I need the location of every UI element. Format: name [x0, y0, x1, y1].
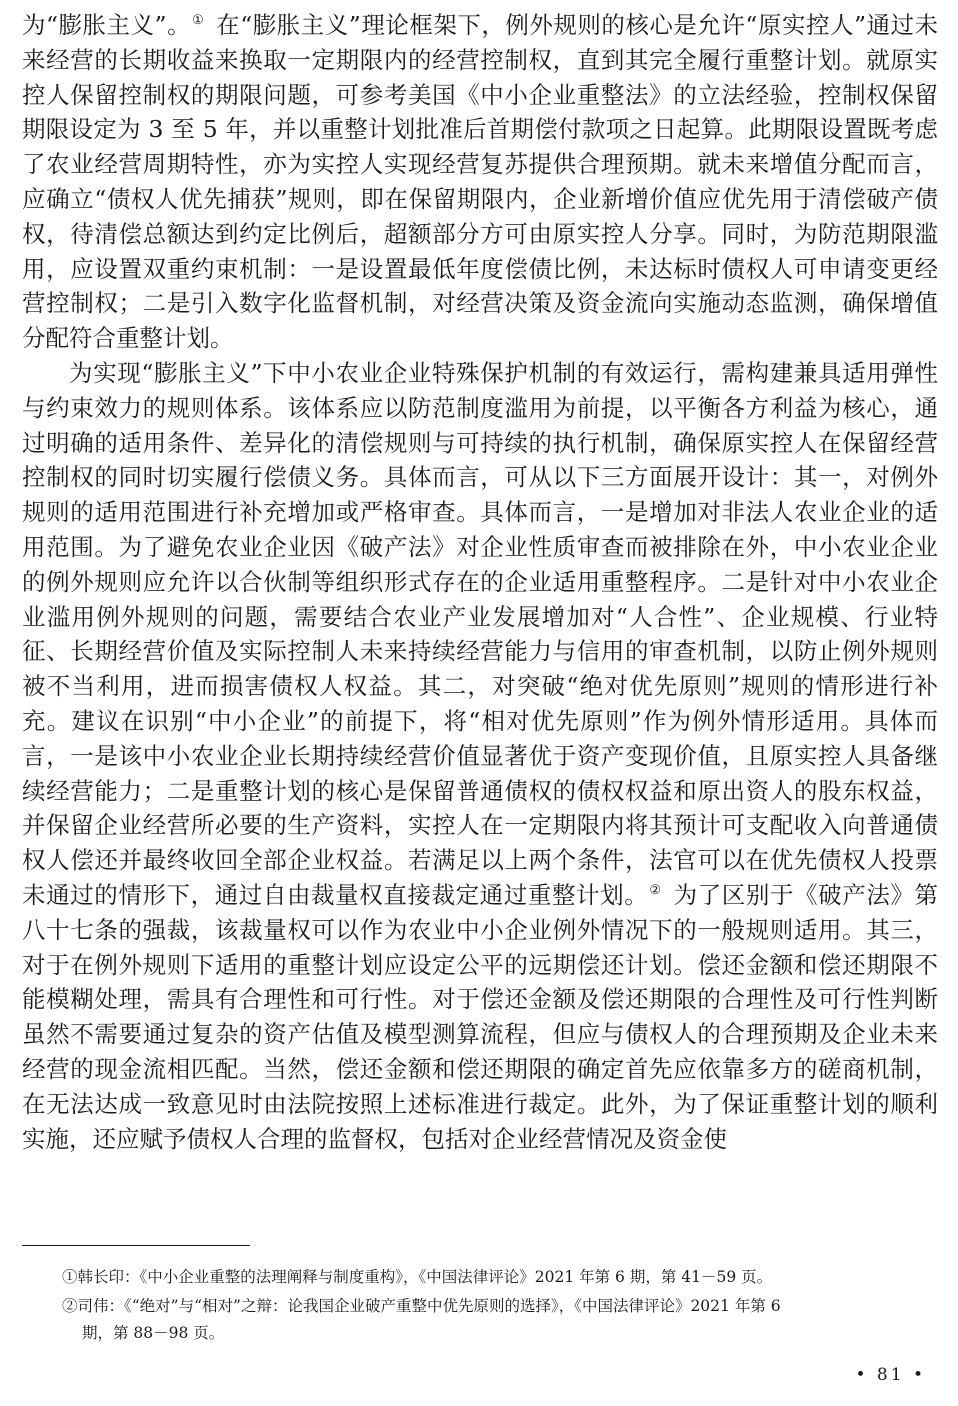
footnote-2: [62, 1293, 938, 1347]
paragraph-2-text-b: 为了区别于《破产法》第八十七条的强裁，该裁量权可以作为农业中小企业例外情况下的一般规则适用。其三，对于在例外规则下适用的重整计划应设定公平的远期偿还计划。偿还金额和偿还期限不能模糊处理，需具有合理性和可行性。对于偿还金额及偿还期限的合理性及可行性判断虽然不需要通过复杂的资产估值及模型测算流程，但应与债权人的合理预期及企业未来经营的现金流相匹配。当然，偿还金额和偿还期限的确定首先应依靠多方的磋商机制，在无法达成一致意见时由法院按照上述标准进行裁定。此外，为了保证重整计划的顺利实施，还应赋予债权人合理的监督权，包括对企业经营情况及资金使: [22, 880, 939, 1153]
paragraph-1: [22, 8, 938, 356]
footnote-1: ①韩长印：《中小企业重整的法理阐释与制度重构》，《中国法律评论》2021 年第 6 期，第 41－59 页。: [62, 1268, 773, 1286]
footnote-ref-1[interactable]: ①: [192, 13, 205, 29]
paragraph-2: [22, 356, 938, 1156]
footnote-divider: [22, 1245, 250, 1246]
body-text: [22, 8, 938, 1156]
paragraph-2-text-a: 为实现“膨胀主义”下中小农业企业特殊保护机制的有效运行，需构建兼具适用弹性与约束效力的规则体系。该体系应以防范制度滥用为前提，以平衡各方利益为核心，通过明确的适用条件、差异化的清偿规则与可持续的执行机制，确保原实控人在保留经营控制权的同时切实履行偿债义务。具体而言，可从以下三方面展开设计：其一，对例外规则的适用范围进行补充增加或严格审查。具体而言，一是增加对非法人农业企业的适用范围。为了避免农业企业因《破产法》对企业性质审查而被排除在外，中小农业企业的例外规则应允许以合伙制等组织形式存在的企业适用重整程序。二是针对中小农业企业滥用例外规则的问题，需要结合农业产业发展增加对“人合性”、企业规模、行业特征、长期经营价值及实际控制人未来持续经营能力与信用的审查机制，以防止例外规则被不当利用，进而损害债权人权益。其二，对突破“绝对优先原则”规则的情形进行补充。建议在识别“中小企业”的前提下，将“相对优先原则”作为例外情形适用。具体而言，一是该中小农业企业长期持续经营价值显著优于资产变现价值，且原实控人具备继续经营能力；二是重整计划的核心是保留普通债权的债权权益和原出资人的股东权益，并保留企业经营所必要的生产资料，实控人在一定期限内将其预计可支配收入向普通债权人偿还并最终收回全部企业权益。若满足以上两个条件，法官可以在优先债权人投票未通过的情形下，通过自由裁量权直接裁定通过重整计划。: [22, 358, 938, 909]
footnote-2-line-2: 期，第 88－98 页。: [82, 1324, 225, 1342]
footnote-2-line-1: ②司伟：《“绝对”与“相对”之辩：论我国企业破产重整中优先原则的选择》，《中国法律评论》2021 年第 6: [62, 1297, 781, 1315]
footnotes: [62, 1264, 938, 1349]
paragraph-1-text-b: 在“膨胀主义”理论框架下，例外规则的核心是允许“原实控人”通过未来经营的长期收益来换取一定期限内的经营控制权，直到其完全履行重整计划。就原实控人保留控制权的期限问题，可参考美国《中小企业重整法》的立法经验，控制权保留期限设定为 3 至 5 年，并以重整计划批准后首期偿付款项之日起算。此期限设置既考虑了农业经营周期特性，亦为实控人实现经营复苏提供合理预期。就未来增值分配而言，应确立“债权人优先捕获”规则，即在保留期限内，企业新增价值应优先用于清偿破产债权，待清偿总额达到约定比例后，超额部分方可由原实控人分享。同时，为防范期限滥用，应设置双重约束机制：一是设置最低年度偿债比例，未达标时债权人可申请变更经营控制权；二是引入数字化监督机制，对经营决策及资金流向实施动态监测，确保增值分配符合重整计划。: [22, 11, 939, 353]
page-number: • 81 •: [855, 1365, 926, 1385]
paragraph-1-text-a: 为“膨胀主义”。: [22, 11, 192, 39]
footnote-ref-2[interactable]: ②: [649, 883, 662, 899]
